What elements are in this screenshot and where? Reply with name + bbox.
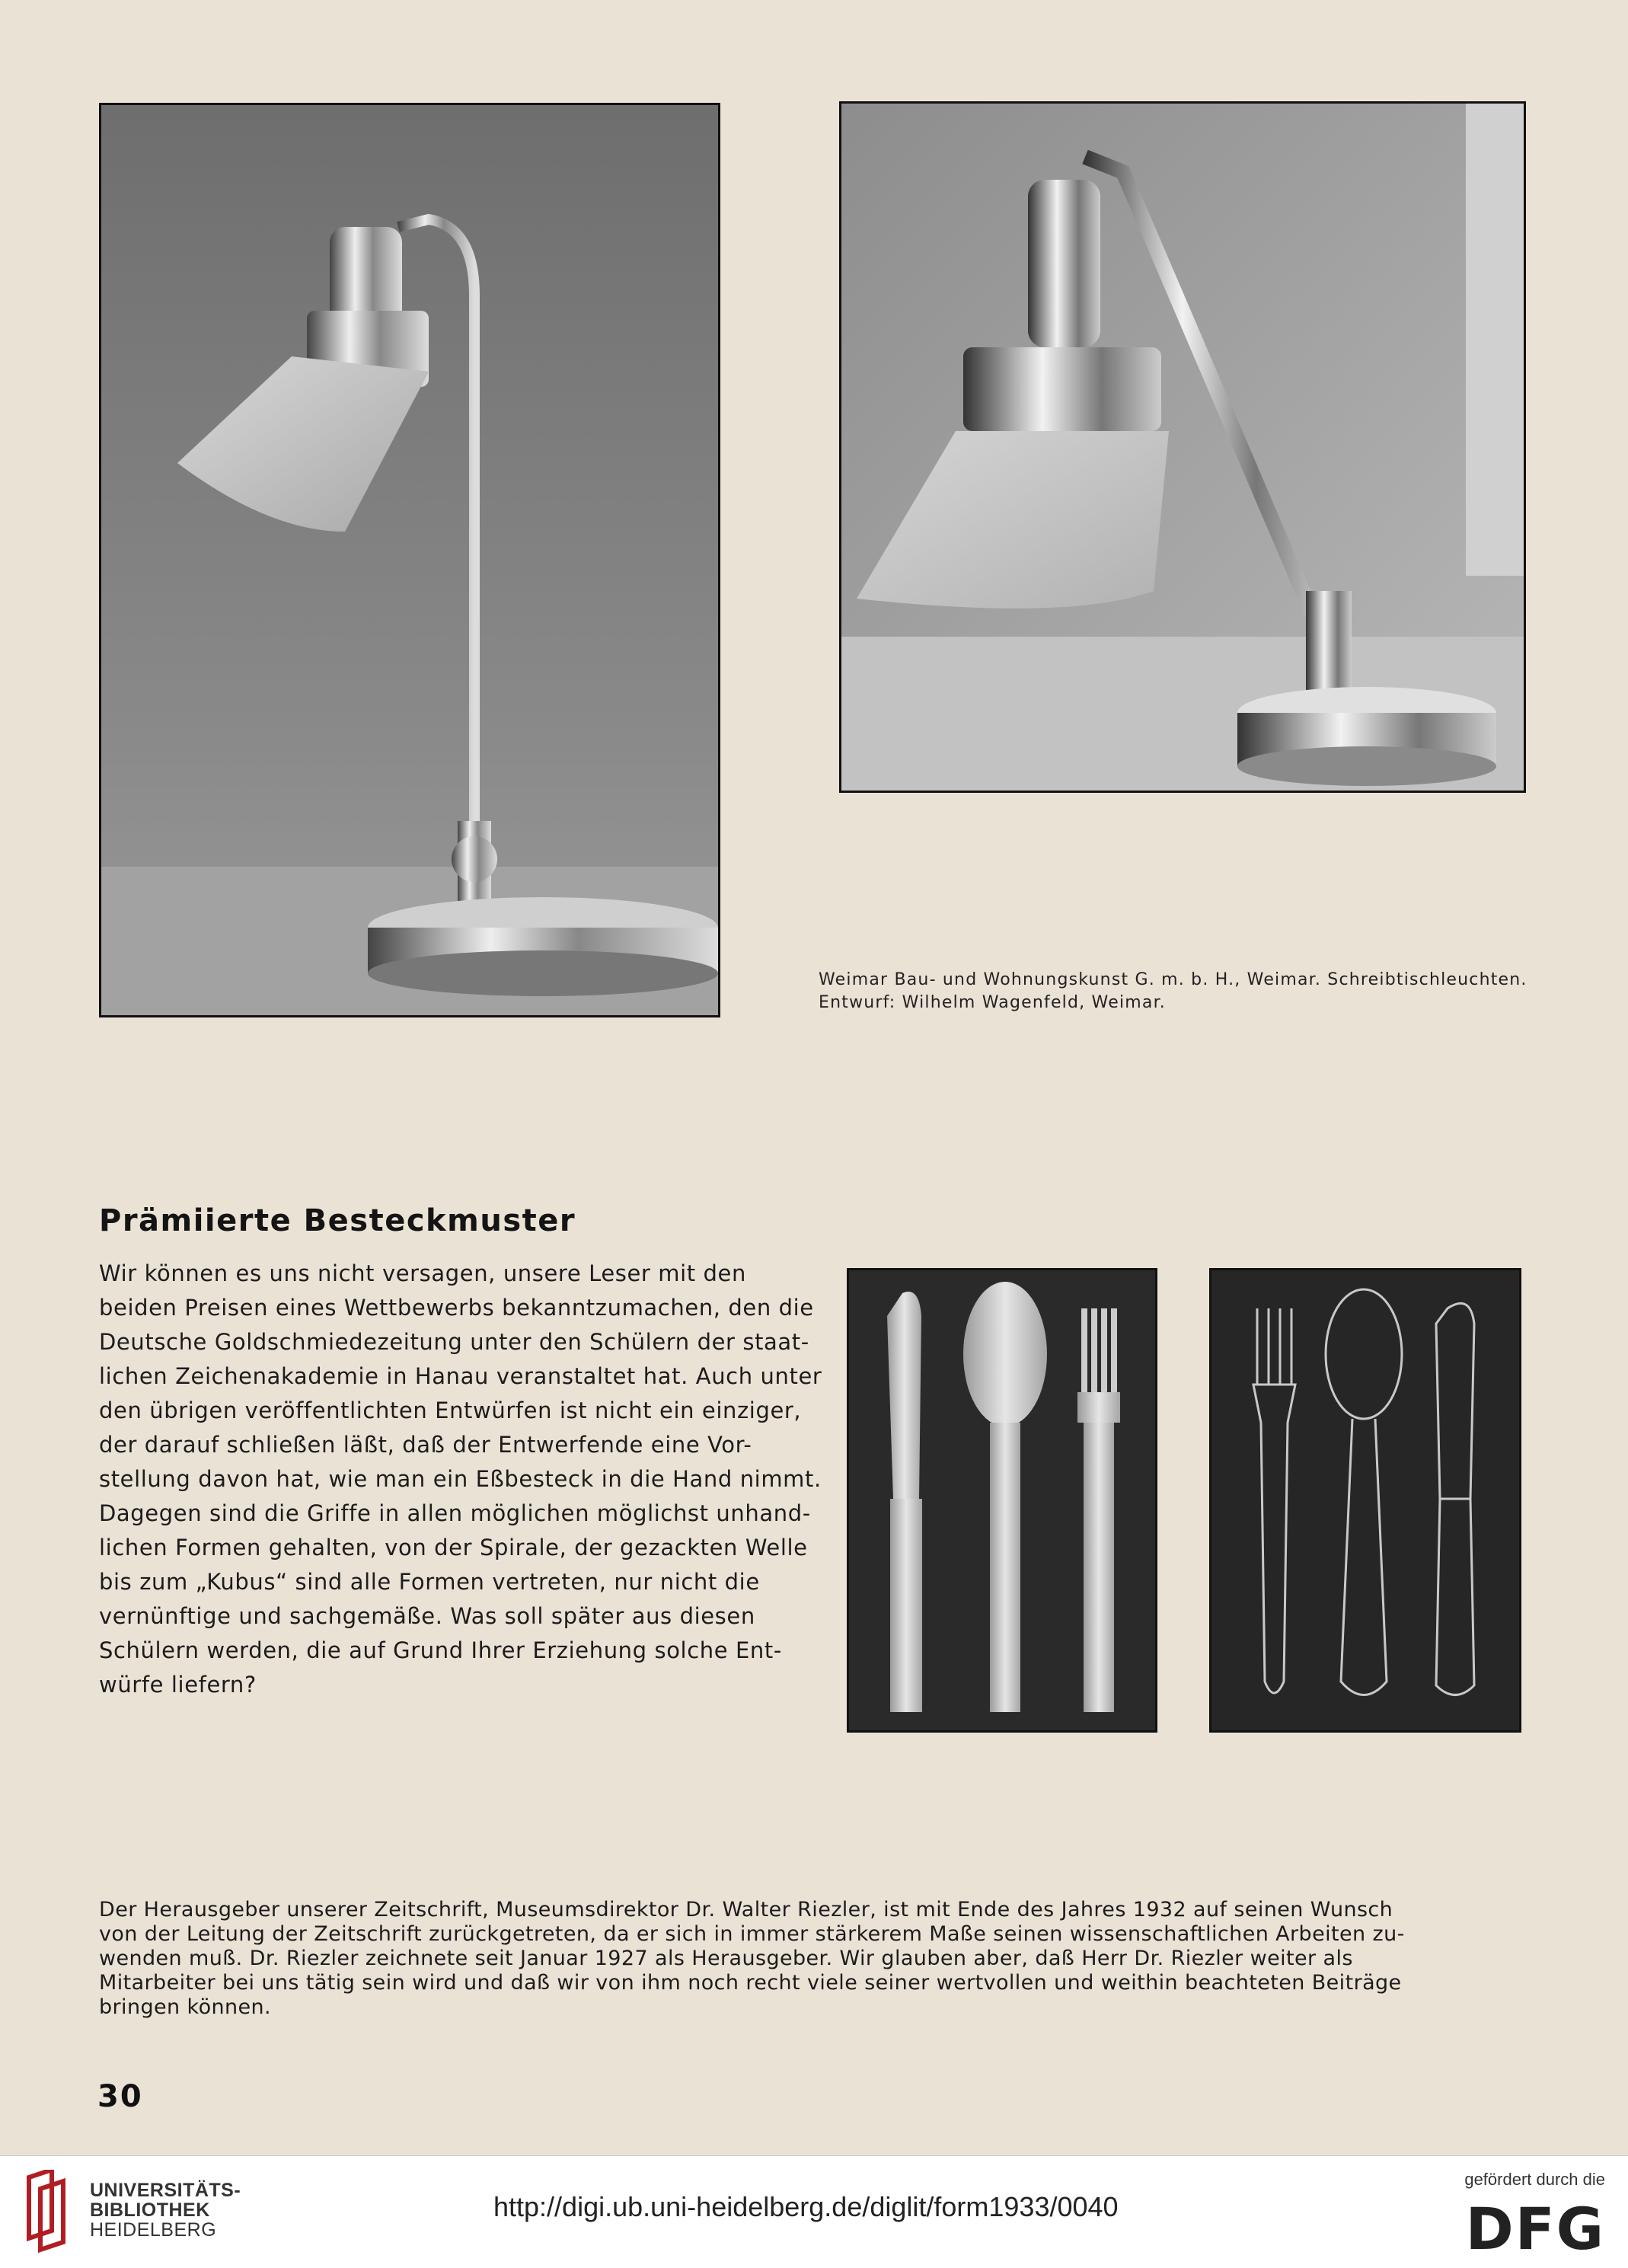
desk-lamp-photo-left xyxy=(99,103,720,1017)
caption-line: Weimar Bau- und Wohnungskunst G. m. b. H., Weimar. Schreibtischleuchten. xyxy=(819,970,1527,989)
article-line: bis zum „Kubus“ sind alle Formen vertreten, nur nicht die xyxy=(99,1569,760,1595)
lamp-caption xyxy=(819,969,1542,1014)
caption-line: Entwurf: Wilhelm Wagenfeld, Weimar. xyxy=(819,993,1166,1012)
cutlery-photo-right xyxy=(1209,1268,1521,1733)
article-line: vernünftige und sachgemäße. Was soll später aus diesen xyxy=(99,1603,755,1629)
notice-line: Der Herausgeber unserer Zeitschrift, Museumsdirektor Dr. Walter Riezler, ist mit Ende des Jahres 1932 auf seinen Wunsch xyxy=(99,1898,1393,1921)
notice-line: wenden muß. Dr. Riezler zeichnete seit Januar 1927 als Herausgeber. Wir glauben aber, daß Herr Dr. Riezler weiter als xyxy=(99,1947,1353,1970)
university-library-logo-icon xyxy=(21,2170,76,2254)
editor-notice xyxy=(99,1898,1523,2020)
article-line: Schülern werden, die auf Grund Ihrer Erziehung solche Ent- xyxy=(99,1637,782,1663)
notice-line: bringen können. xyxy=(99,1995,272,2019)
notice-line: Mitarbeiter bei uns tätig sein wird und daß wir von ihm noch recht viele seiner wertvollen und weithin beachteten Beiträge xyxy=(99,1971,1402,1995)
library-name-line: UNIVERSITÄTS- xyxy=(90,2180,241,2201)
article-heading: Prämiierte Besteckmuster xyxy=(99,1203,576,1238)
article-line: stellung davon hat, wie man ein Eßbesteck in die Hand nimmt. xyxy=(99,1466,822,1492)
article-line: der darauf schließen läßt, daß der Entwerfende eine Vor- xyxy=(99,1432,752,1458)
article-line: Dagegen sind die Griffe in allen möglichen möglichst unhand- xyxy=(99,1500,811,1526)
article-line: Deutsche Goldschmiedezeitung unter den Schülern der staat- xyxy=(99,1329,809,1355)
article-line: lichen Zeichenakademie in Hanau veranstaltet hat. Auch unter xyxy=(99,1363,822,1389)
article-line: Wir können es uns nicht versagen, unsere Leser mit den xyxy=(99,1260,746,1286)
footer-bar xyxy=(0,2155,1628,2268)
library-name-line: BIBLIOTHEK xyxy=(90,2199,210,2221)
notice-line: von der Leitung der Zeitschrift zurückgetreten, da er sich in immer stärkerem Maße seinen wissenschaftlichen Arbeiten zu- xyxy=(99,1922,1405,1946)
page-number: 30 xyxy=(97,2079,143,2114)
library-name-line: HEIDELBERG xyxy=(90,2219,217,2241)
cutlery-photo-left xyxy=(847,1268,1157,1733)
article-line: beiden Preisen eines Wettbewerbs bekanntzumachen, den die xyxy=(99,1295,814,1321)
dfg-logo: DFG xyxy=(1465,2195,1605,2263)
library-name xyxy=(90,2180,241,2240)
article-line: lichen Formen gehalten, von der Spirale, der gezackten Welle xyxy=(99,1535,808,1560)
permalink-url[interactable]: http://digi.ub.uni-heidelberg.de/diglit/form1933/0040 xyxy=(493,2191,1119,2222)
sponsor-text: gefördert durch die xyxy=(1464,2170,1605,2189)
article-body xyxy=(99,1257,822,1702)
desk-lamp-photo-right xyxy=(839,101,1526,793)
article-line: den übrigen veröffentlichten Entwürfen ist nicht ein einziger, xyxy=(99,1398,802,1423)
article-line: würfe liefern? xyxy=(99,1672,257,1698)
